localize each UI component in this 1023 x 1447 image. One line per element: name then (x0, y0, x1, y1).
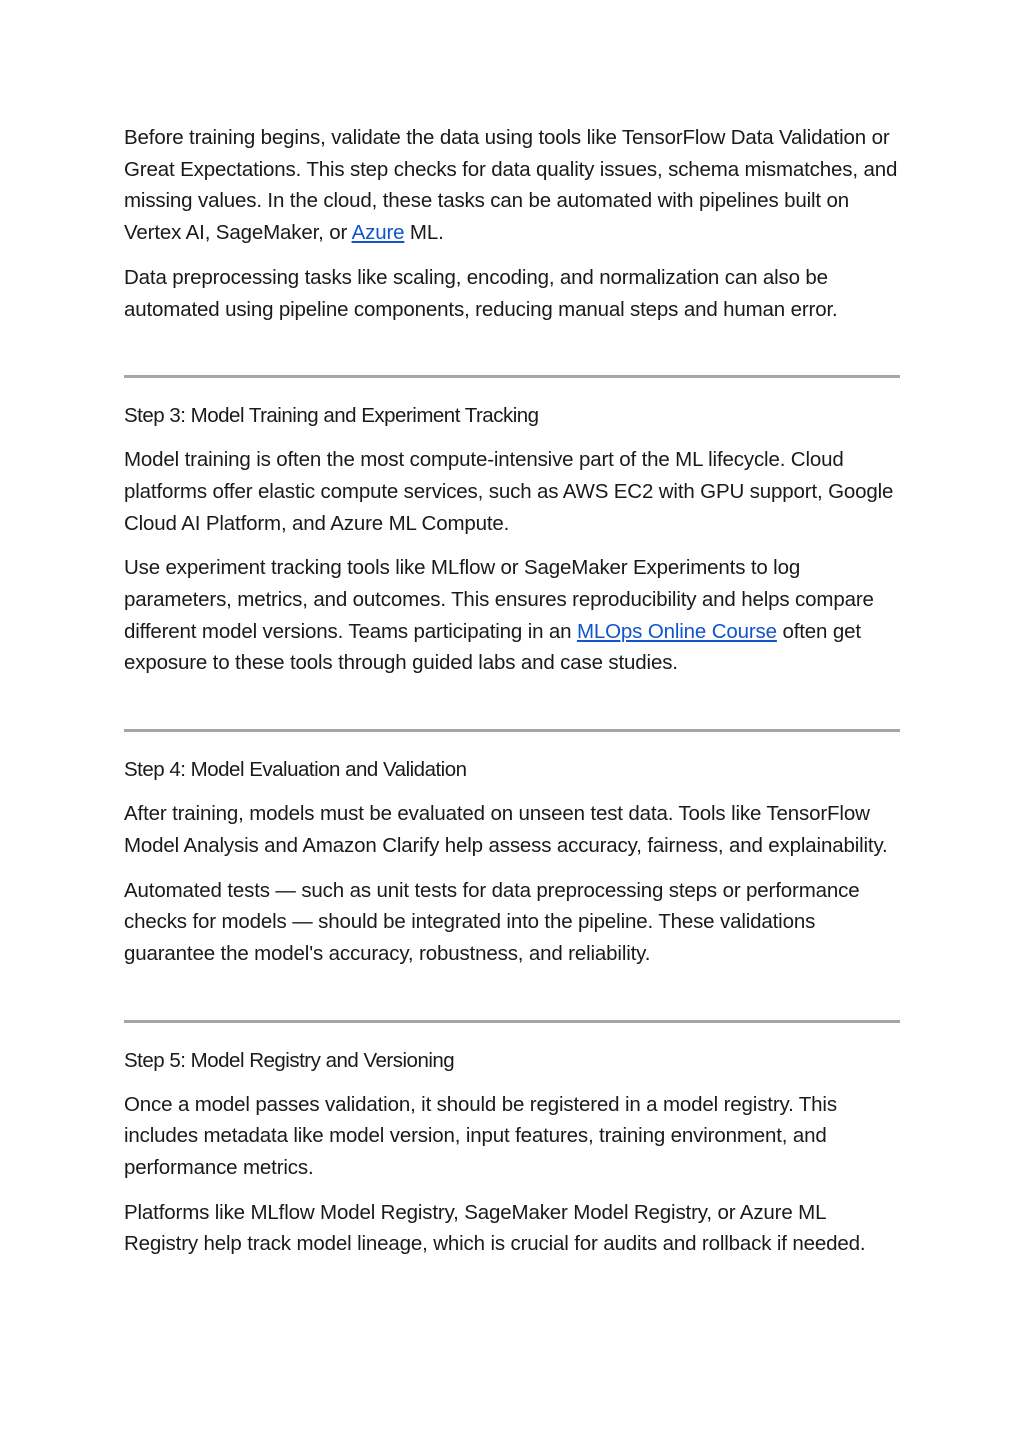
spacer (124, 692, 900, 729)
spacer (124, 338, 900, 375)
intro-text-a: Before training begins, validate the data using tools like TensorFlow Data Validation or Great Expectations. This step checks for data quality issues, schema mismatches, and missing values. In the cloud, these tasks can be automated with pipelines built on Vertex AI, SageMaker, or (124, 126, 898, 245)
section-divider (124, 375, 900, 378)
mlops-online-course-link[interactable]: MLOps Online Course (576, 619, 777, 643)
azure-link[interactable]: Azure (351, 221, 405, 245)
step4-heading: Step 4: Model Evaluation and Validation (124, 758, 467, 782)
intro-paragraph-preprocessing: Data preprocessing tasks like scaling, encoding, and normalization can also be automated using pipeline components, reducing manual steps and human error. (124, 265, 838, 321)
step4-paragraph-automated-tests: Automated tests — such as unit tests for data preprocessing steps or performance checks for models — should be integrated into the pipeline. These validations guarantee the model's accuracy, robustness, and reliability. (124, 878, 860, 965)
step5-paragraph-registry: Once a model passes validation, it should be registered in a model registry. This includes metadata like model version, input features, training environment, and performance metrics. (124, 1092, 837, 1180)
step3-text-a: Use experiment tracking tools like MLflow or SageMaker Experiments to log parameters, metrics, and outcomes. This ensures reproducibility and helps compare different model versions. Teams participating in an (124, 556, 874, 643)
step4-paragraph-evaluation: After training, models must be evaluated on unseen test data. Tools like TensorFlow Model Analysis and Amazon Clarify help assess accuracy, fairness, and explainability. (124, 802, 888, 857)
step5-heading: Step 5: Model Registry and Versioning (124, 1048, 455, 1072)
intro-text-b: ML. (404, 221, 444, 245)
step3-heading: Step 3: Model Training and Experiment Tracking (124, 404, 539, 428)
step5-paragraph-platforms: Platforms like MLflow Model Registry, SageMaker Model Registry, or Azure ML Registry help track model lineage, which is crucial for audits and rollback if needed. (124, 1200, 866, 1256)
step3-text-b: often get exposure to these tools through guided labs and case studies. (124, 619, 861, 675)
step3-paragraph-tracking (124, 552, 900, 679)
step3-paragraph-training: Model training is often the most compute-intensive part of the ML lifecycle. Cloud platforms offer elastic compute services, such as AWS EC2 with GPU support, Google Cloud AI Platform, and Azure ML Compute. (124, 448, 894, 535)
document-body (124, 122, 900, 1273)
intro-paragraph-validation (124, 122, 900, 249)
spacer (124, 983, 900, 1020)
section-divider (124, 1020, 900, 1023)
section-divider (124, 729, 900, 732)
